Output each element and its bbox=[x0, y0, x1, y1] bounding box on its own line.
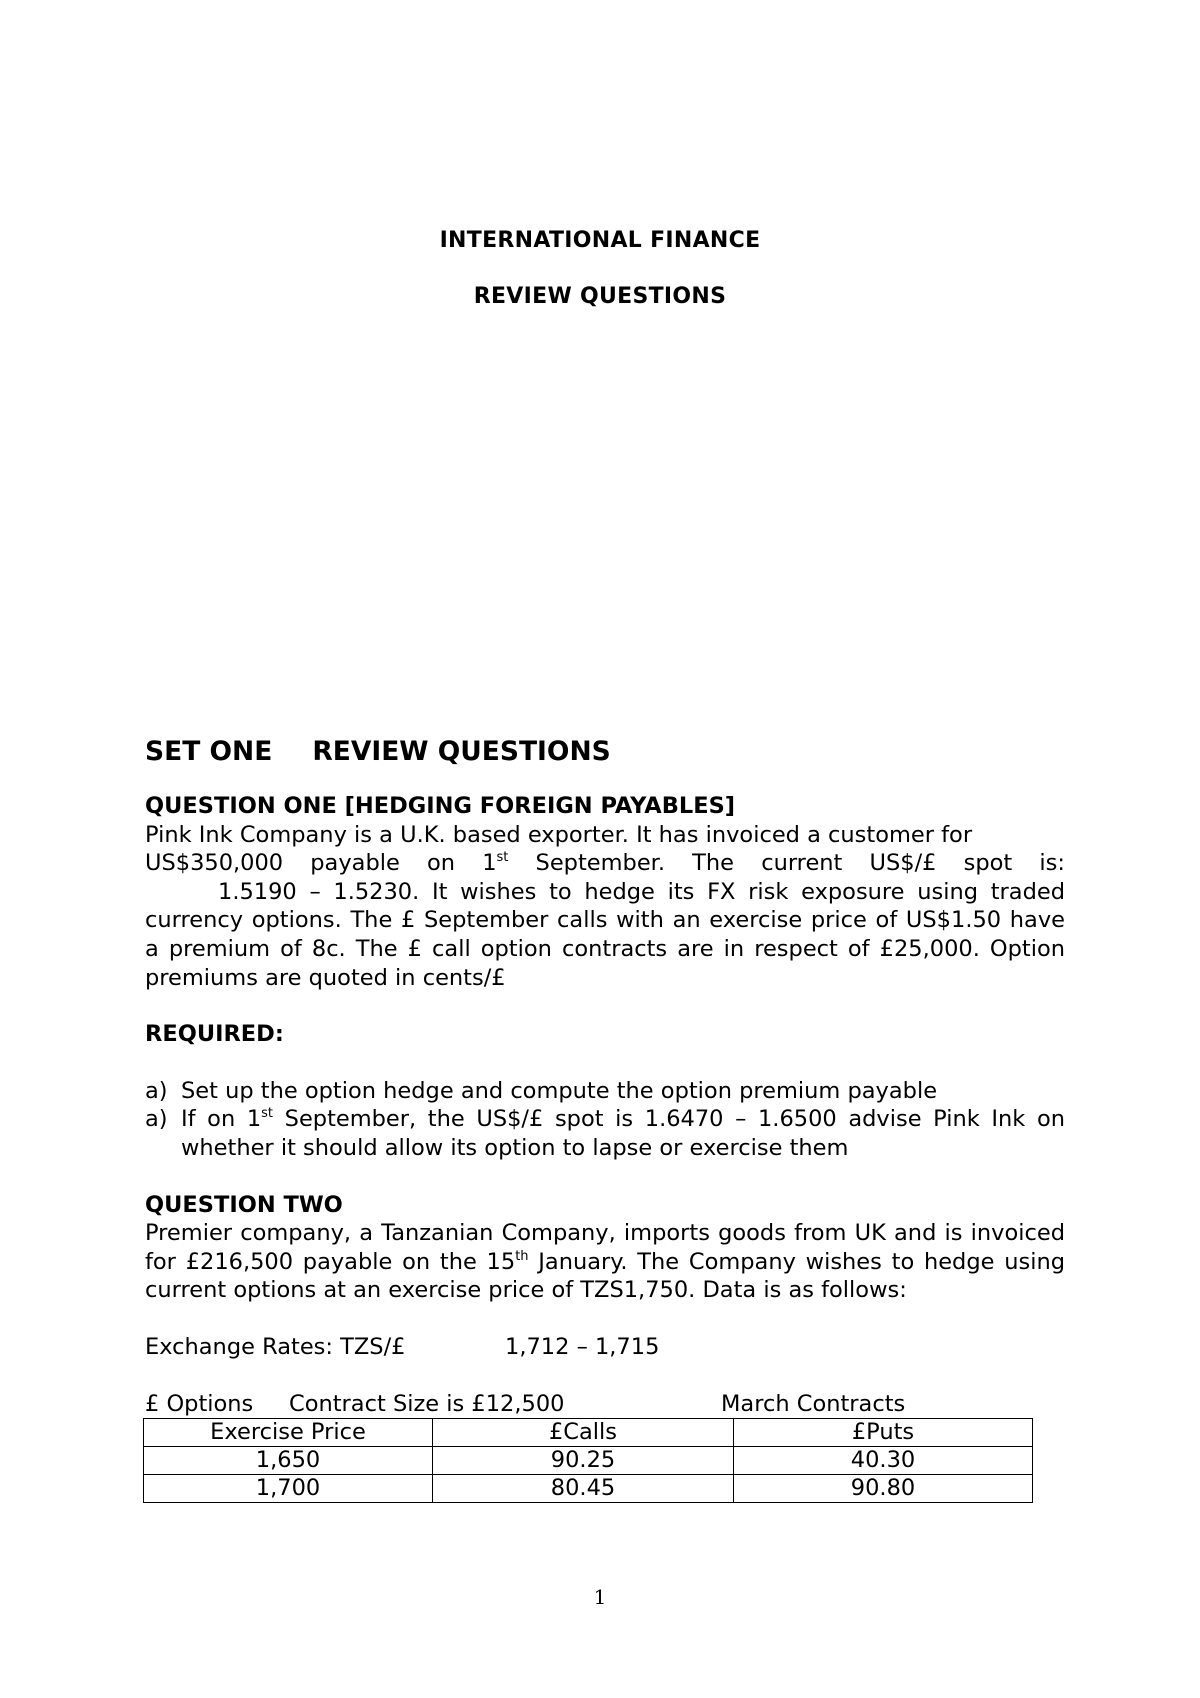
table-row: 1,650 90.25 40.30 bbox=[144, 1446, 1033, 1474]
q1-line-1: Pink Ink Company is a U.K. based exporter. It has invoiced a customer for bbox=[145, 821, 973, 848]
set-label: SET ONE bbox=[145, 736, 273, 767]
q1-line-rest: 1.5190 – 1.5230. It wishes to hedge its FX risk exposure using traded currency options. The £ September calls with an exercise price of US$1.50 have a premium of 8c. The £ call option contracts are in respect of £25,000. Option premiums are quoted in cents/£ bbox=[145, 878, 1065, 991]
question-two-heading: QUESTION TWO bbox=[145, 1191, 343, 1218]
set-title: REVIEW QUESTIONS bbox=[312, 736, 611, 767]
options-table bbox=[143, 1418, 1033, 1503]
table-header-row: Exercise Price £Calls £Puts bbox=[144, 1418, 1033, 1446]
question-one-paragraph bbox=[145, 821, 1065, 993]
document-body bbox=[145, 736, 1065, 1503]
question-two bbox=[145, 1191, 1065, 1305]
list-item: a) If on 1st September, the US$/£ spot is 1.6470 – 1.6500 advise Pink Ink on whether it should allow its option to lapse or exercise them bbox=[145, 1106, 1065, 1161]
document-title: INTERNATIONAL FINANCE bbox=[439, 228, 761, 253]
question-one-heading: QUESTION ONE [HEDGING FOREIGN PAYABLES] bbox=[145, 793, 736, 819]
set-heading bbox=[145, 736, 1065, 768]
page-number: 1 bbox=[593, 1585, 607, 1609]
question-one-required: REQUIRED: bbox=[145, 1021, 284, 1048]
question-two-paragraph: Premier company, a Tanzanian Company, imports goods from UK and is invoiced for £216,500 payable on the 15th January. The Company wishes to hedge using current options at an exercise price of TZS1,750. Data is as follows: bbox=[145, 1220, 1065, 1304]
q1-line-2: US$350,000 payable on 1st September. The current US$/£ spot is: bbox=[145, 850, 1065, 877]
table-row: 1,700 80.45 90.80 bbox=[144, 1474, 1033, 1502]
question-one-parts bbox=[145, 1077, 1065, 1163]
options-line: £ Options Contract Size is £12,500 March Contracts bbox=[145, 1390, 906, 1417]
document-subtitle: REVIEW QUESTIONS bbox=[473, 284, 727, 309]
exchange-rates-line: Exchange Rates: TZS/£ 1,712 – 1,715 bbox=[145, 1333, 660, 1360]
list-item: a) Set up the option hedge and compute the option premium payable bbox=[145, 1077, 938, 1104]
